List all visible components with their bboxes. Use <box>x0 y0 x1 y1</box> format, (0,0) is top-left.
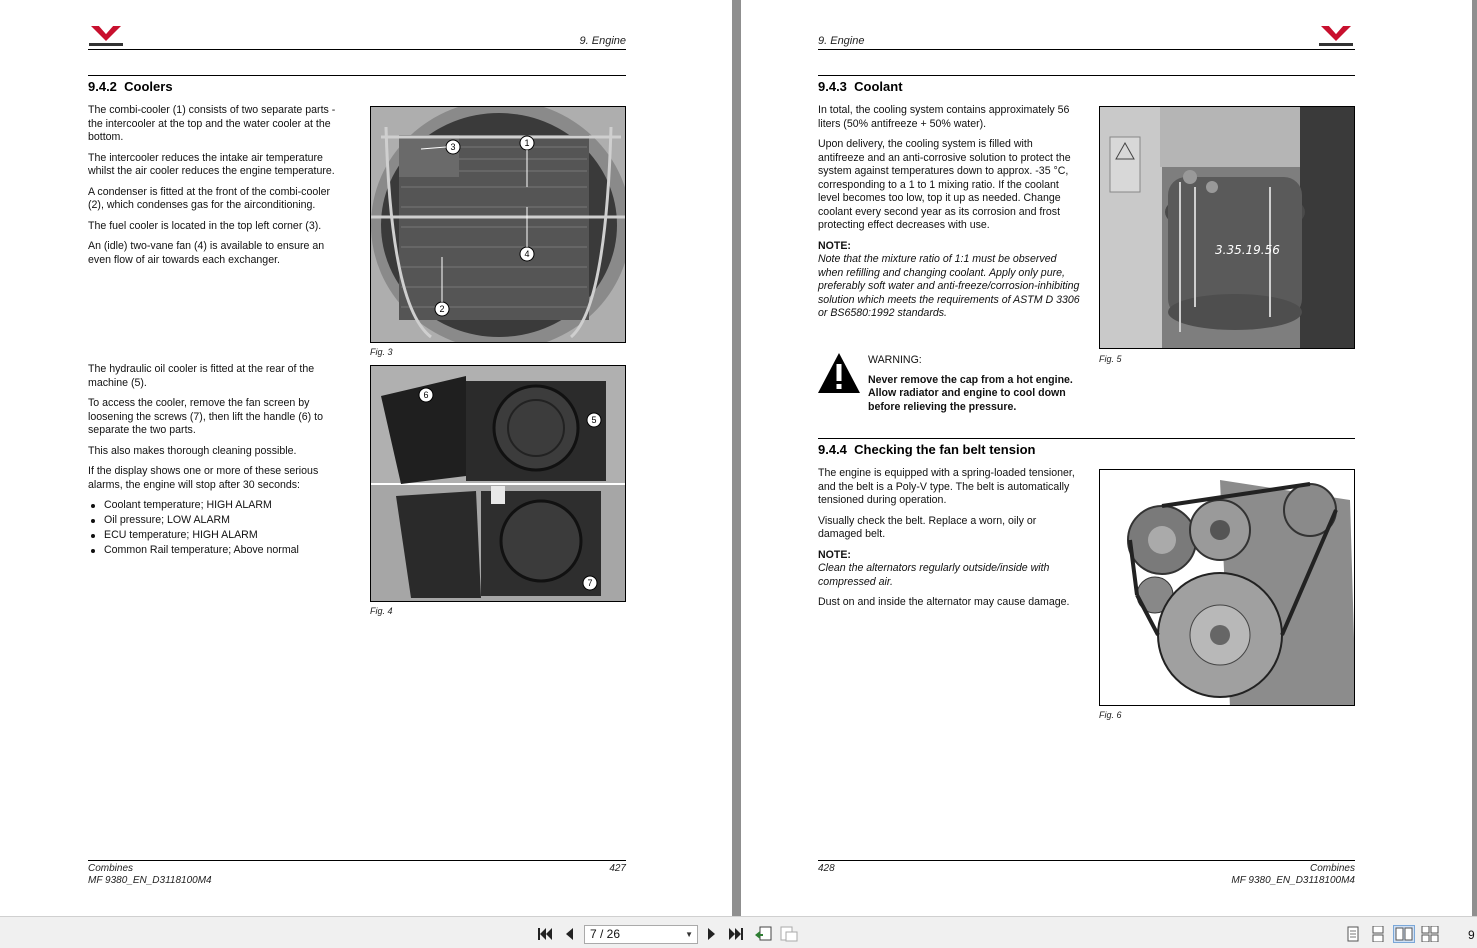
callout-4: 4 <box>524 249 530 259</box>
first-page-button[interactable] <box>536 925 554 943</box>
list-item: Common Rail temperature; Above normal <box>88 544 346 558</box>
zoom-level[interactable]: 9 <box>1468 928 1475 942</box>
two-page-view-icon <box>1395 927 1413 941</box>
section-title: Coolant <box>854 79 903 94</box>
warning-icon <box>817 352 861 394</box>
page-number: 428 <box>818 863 835 874</box>
viewer-toolbar <box>0 916 1477 948</box>
section-title: Checking the fan belt tension <box>854 442 1036 457</box>
footer-left <box>88 863 212 887</box>
chevron-down-icon[interactable]: ▼ <box>685 930 693 939</box>
figure-3-caption: Fig. 3 <box>370 347 393 357</box>
callout-7: 7 <box>587 578 593 588</box>
next-page-icon <box>706 927 718 941</box>
list-item: ECU temperature; HIGH ALARM <box>88 529 346 543</box>
warning-label: WARNING: <box>868 354 922 366</box>
footer-title: Combines <box>88 863 134 874</box>
paragraph: The combi-cooler (1) consists of two separate parts - the intercooler at the top and the water cooler at the bottom. <box>88 104 336 143</box>
callout-1: 1 <box>524 138 530 148</box>
hydraulic-cooler-text <box>88 363 346 559</box>
single-page-view-icon <box>1346 926 1360 942</box>
list-item: Oil pressure; LOW ALARM <box>88 514 346 528</box>
single-page-view-button[interactable] <box>1344 925 1362 943</box>
header-rule <box>818 49 1355 50</box>
go-back-view-icon <box>754 926 772 942</box>
page-gap <box>732 0 741 916</box>
warning-block <box>868 354 1073 414</box>
brand-logo-icon <box>1317 24 1355 48</box>
note-text: Note that the mixture ratio of 1:1 must be observed when refilling and changing coolant. Apply only pure, preferably soft water and anti-freeze/corrosion-inhibiting solution which meets the requirements of ASTM D 3306 or BS6580:1992 standards. <box>818 253 1080 319</box>
previous-page-icon <box>563 927 575 941</box>
figure-4-caption: Fig. 4 <box>370 606 393 616</box>
list-item: Coolant temperature; HIGH ALARM <box>88 499 346 513</box>
two-page-view-button[interactable] <box>1393 925 1415 943</box>
section-number: 9.4.4 <box>818 442 847 457</box>
page-number-input[interactable] <box>584 925 698 944</box>
coolers-text <box>88 104 346 274</box>
note-label: NOTE: <box>818 548 851 561</box>
callout-3: 3 <box>450 142 456 152</box>
section-heading <box>88 79 173 94</box>
section-rule <box>818 438 1355 439</box>
paragraph: The engine is equipped with a spring-loaded tensioner, and the belt is a Poly-V type. The belt is automatically tensioned during operation. <box>818 467 1075 506</box>
paragraph: In total, the cooling system contains approximately 56 liters (50% antifreeze + 50% water). <box>818 104 1070 130</box>
section-heading <box>818 442 1035 457</box>
figure-4-oil-cooler-photo <box>370 365 626 602</box>
footer-rule <box>818 860 1355 861</box>
go-back-view-button[interactable] <box>754 925 772 943</box>
footer-title: Combines <box>1309 863 1355 874</box>
page-indicator: 7 / 26 <box>590 927 621 941</box>
callout-5: 5 <box>591 415 597 425</box>
paragraph: Dust on and inside the alternator may cause damage. <box>818 596 1070 608</box>
first-page-icon <box>537 927 553 941</box>
paragraph: The intercooler reduces the intake air temperature whilst the air cooler reduces the engine temperature. <box>88 151 335 177</box>
figure-5-coolant-tank-photo <box>1099 106 1355 349</box>
figure-6-engine-belt-render <box>1099 469 1355 706</box>
figure-6-caption: Fig. 6 <box>1099 710 1122 720</box>
chapter-header: 9. Engine <box>818 35 865 47</box>
paragraph: Upon delivery, the cooling system is filled with antifreeze and an anti-corrosive solution to protect the system against temperatures down to approx. -35 °C, corresponding to a 1 to 1 mixing ratio. If the coolant level becomes too low, top it up as needed. Change coolant every second year as its corrosion and frost protecting effect decreases with use. <box>818 138 1071 231</box>
paragraph: If the display shows one or more of these serious alarms, the engine will stop after 30 seconds: <box>88 465 319 491</box>
page-428 <box>741 0 1472 916</box>
go-forward-view-button[interactable] <box>780 925 798 943</box>
paragraph: The hydraulic oil cooler is fitted at the rear of the machine (5). <box>88 363 315 389</box>
right-edge <box>1472 0 1477 916</box>
figure-3-cooler-photo <box>370 106 626 343</box>
chapter-header: 9. Engine <box>579 35 626 47</box>
coolant-text <box>818 104 1080 328</box>
handwritten-marking: 3.35.19.56 <box>1215 243 1280 257</box>
paragraph: This also makes thorough cleaning possible. <box>88 444 297 457</box>
continuous-view-icon <box>1371 926 1385 942</box>
alarm-list <box>88 499 346 558</box>
figure-5-caption: Fig. 5 <box>1099 354 1122 364</box>
warning-text: Never remove the cap from a hot engine. Allow radiator and engine to cool down before relieving the pressure. <box>868 373 1073 413</box>
two-page-continuous-view-icon <box>1421 926 1439 942</box>
section-title: Coolers <box>124 79 173 94</box>
section-number: 9.4.3 <box>818 79 847 94</box>
callout-2: 2 <box>439 304 445 314</box>
section-rule <box>88 75 626 76</box>
continuous-view-button[interactable] <box>1369 925 1387 943</box>
page-427 <box>0 0 732 916</box>
callout-6: 6 <box>423 390 429 400</box>
paragraph: To access the cooler, remove the fan screen by loosening the screws (7), then lift the handle (6) to separate the two parts. <box>88 397 323 436</box>
section-rule <box>818 75 1355 76</box>
paragraph: An (idle) two-vane fan (4) is available to ensure an even flow of air towards each exchanger. <box>88 240 325 266</box>
section-number: 9.4.2 <box>88 79 117 94</box>
note-label: NOTE: <box>818 239 851 252</box>
footer-doc-id: MF 9380_EN_D3118100M4 <box>1231 875 1355 886</box>
section-heading <box>818 79 903 94</box>
footer-right <box>1231 863 1355 887</box>
brand-logo-icon <box>87 24 125 48</box>
paragraph: Visually check the belt. Replace a worn, oily or damaged belt. <box>818 514 1037 540</box>
paragraph: A condenser is fitted at the front of the combi-cooler (2), which condenses gas for the airconditioning. <box>88 185 331 211</box>
paragraph: The fuel cooler is located in the top left corner (3). <box>88 219 322 232</box>
next-page-button[interactable] <box>703 925 721 943</box>
footer-rule <box>88 860 626 861</box>
two-page-continuous-view-button[interactable] <box>1421 925 1439 943</box>
header-rule <box>88 49 626 50</box>
previous-page-button[interactable] <box>560 925 578 943</box>
fan-belt-text <box>818 467 1080 617</box>
note-text: Clean the alternators regularly outside/inside with compressed air. <box>818 562 1050 588</box>
page-number: 427 <box>609 863 626 874</box>
last-page-button[interactable] <box>727 925 745 943</box>
last-page-icon <box>728 927 744 941</box>
go-forward-view-icon <box>780 926 798 942</box>
footer-doc-id: MF 9380_EN_D3118100M4 <box>88 875 212 886</box>
